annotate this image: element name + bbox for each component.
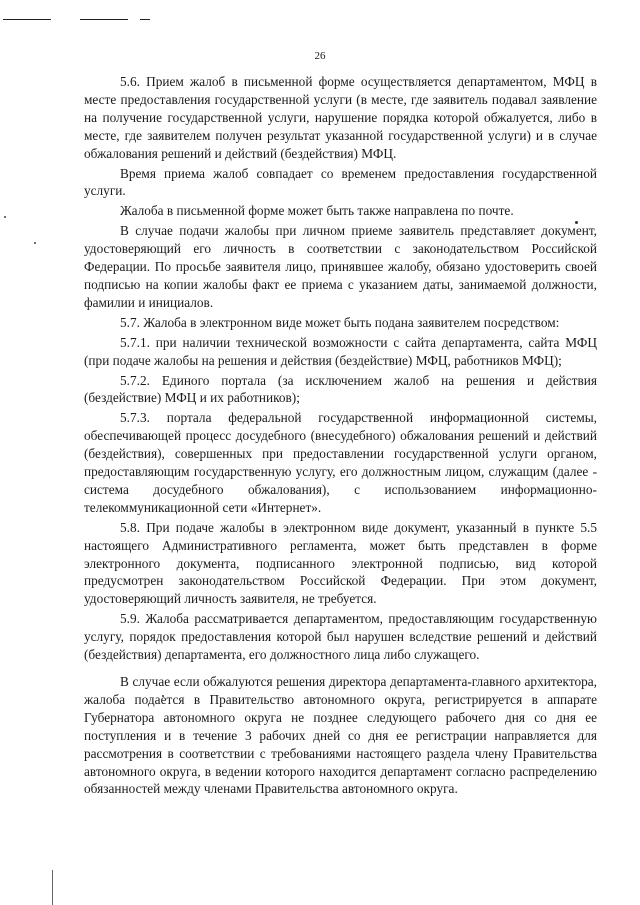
document-body <box>84 73 597 798</box>
page-number: 26 <box>314 50 326 62</box>
paragraph-personal-reception: В случае подачи жалобы при личном приеме заявитель представляет документ, удостоверяющий его личность в соответствии с законодательством Российской Федерации. По просьбе заявителя лицо, принявшее жалобу, обязано удостоверить своей подписью на копии жалобы факт ее приема с указанием даты, занимаемой должности, фамилии и инициалов. <box>84 223 597 310</box>
paragraph-5-7: 5.7. Жалоба в электронном виде может быть подана заявителем посредством: <box>120 314 560 330</box>
scan-mark-margin-line <box>52 870 53 905</box>
paragraph-5-9: 5.9. Жалоба рассматривается департаментом, предоставляющим государственную услугу, порядок предоставления которой был нарушен вследствие решений и действий (бездействия) департамента, его должностного лица либо служащего. <box>84 611 597 663</box>
scan-speck <box>4 216 6 218</box>
scan-mark-line <box>80 19 128 20</box>
paragraph-5-7-3: 5.7.3. портала федеральной государственной информационной системы, обеспечивающей процесс досудебного (внесудебного) обжалования решений и действий (бездействия), совершенных при предоставлении государственной услуги органом, предоставляющим государственную услугу, его должностным лицом, служащим (далее - система досудебного обжалования), с использованием информационно-телекоммуникационной сети «Интернет». <box>84 410 597 515</box>
paragraph-reception-time: Время приема жалоб совпадает со временем предоставления государственной услуги. <box>84 165 597 199</box>
paragraph-director-appeal: В случае если обжалуются решения директора департамента-главного архитектора, жалоба подается в Правительство автономного округа, регистрируется в аппарате Губернатора автономного округа не позднее следующего рабочего дня со дня ее поступления и в течение 3 рабочих дней со дня ее регистрации направляется для рассмотрения в соответствии с требованиями настоящего раздела члену Правительства автономного округа, в ведении которого находится департамент согласно распределению обязанностей между членами Правительства автономного округа. <box>84 674 597 797</box>
scan-speck <box>34 242 36 244</box>
paragraph-5-6: 5.6. Прием жалоб в письменной форме осуществляется департаментом, МФЦ в месте предоставления государственной услуги (в месте, где заявитель подавал заявление на получение государственной услуги, нарушение порядка которой обжалуется, либо в месте, где заявителем получен результат указанной государственной услуги) и в случае обжалования решений и действий (бездействия) МФЦ. <box>84 74 597 161</box>
scan-mark-line <box>3 19 51 20</box>
paragraph-5-8: 5.8. При подаче жалобы в электронном виде документ, указанный в пункте 5.5 настоящего Административного регламента, может быть представлен в форме электронного документа, подписанного электронной подписью, вид которой предусмотрен законодательством Российской Федерации. При этом документ, удостоверяющий личность заявителя, не требуется. <box>84 519 597 607</box>
scan-mark-line <box>140 19 150 20</box>
paragraph-5-7-2: 5.7.2. Единого портала (за исключением жалоб на решения и действия (бездействие) МФЦ и их работников); <box>84 372 597 406</box>
paragraph-postal-complaint: Жалоба в письменной форме может быть также направлена по почте. <box>120 203 514 219</box>
paragraph-5-7-1: 5.7.1. при наличии технической возможности с сайта департамента, сайта МФЦ (при подаче жалобы на решения и действия (бездействие) МФЦ, работников МФЦ); <box>84 334 597 368</box>
